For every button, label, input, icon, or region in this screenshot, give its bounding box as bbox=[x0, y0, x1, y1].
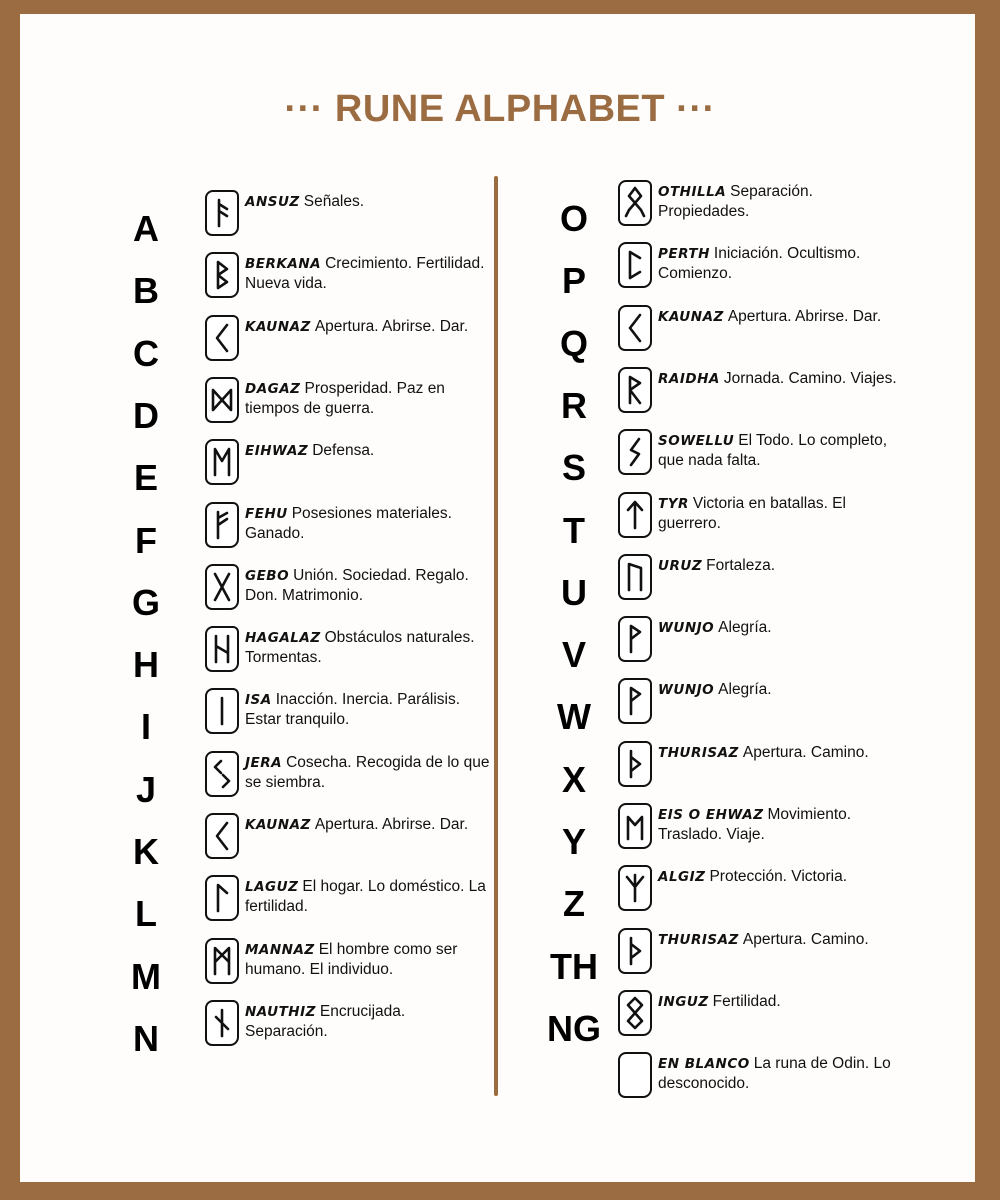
rune-name: ISA bbox=[245, 692, 272, 709]
rune-name: KAUNAZ bbox=[658, 308, 724, 325]
rune-meaning: Inacción. Inercia. Parálisis. Estar tranquilo. bbox=[245, 691, 461, 729]
rune-name: INGUZ bbox=[658, 993, 709, 1010]
rune-entry bbox=[0, 554, 776, 614]
rune-name: EN BLANCO bbox=[658, 1056, 750, 1073]
entry-letter: S bbox=[561, 447, 586, 489]
entry-description bbox=[658, 930, 903, 950]
rune-meaning: Prosperidad. Paz en tiempos de guerra. bbox=[245, 379, 445, 417]
rune-name: ALGIZ bbox=[658, 869, 706, 886]
rune-meaning: Alegría. bbox=[718, 619, 772, 637]
entry-letter: P bbox=[561, 260, 586, 302]
rune-meaning: Separación. Propiedades. bbox=[658, 183, 813, 220]
thurisaz-rune-icon bbox=[618, 741, 652, 787]
raidha-rune-icon bbox=[618, 367, 652, 413]
rune-meaning: Encrucijada. Separación. bbox=[245, 1002, 406, 1040]
entry-letter: D bbox=[133, 394, 159, 436]
rune-name: PERTH bbox=[658, 246, 710, 263]
rune-entry bbox=[0, 928, 869, 988]
entry-letter: I bbox=[140, 706, 151, 748]
entry-description bbox=[658, 743, 903, 763]
rune-name: EIHWAZ bbox=[245, 443, 309, 460]
rune-entry bbox=[0, 367, 897, 427]
sowellu-rune-icon bbox=[618, 429, 652, 475]
inguz-rune-icon bbox=[618, 990, 652, 1036]
rune-name: MANNAZ bbox=[245, 941, 315, 958]
rune-name: WUNJO bbox=[658, 620, 715, 637]
kaunaz-rune-icon bbox=[618, 305, 652, 351]
entry-description bbox=[658, 805, 903, 845]
rune-meaning: Unión. Sociedad. Regalo. Don. Matrimonio. bbox=[245, 566, 469, 604]
rune-name: GEBO bbox=[245, 567, 290, 584]
rune-entry bbox=[0, 616, 772, 676]
entry-description bbox=[658, 494, 903, 534]
rune-name: ANSUZ bbox=[245, 194, 300, 210]
rune-meaning: Alegría. bbox=[718, 681, 772, 699]
rune-meaning: Apertura. Abrirse. Dar. bbox=[727, 307, 882, 325]
rune-meaning: Crecimiento. Fertilidad. Nueva vida. bbox=[245, 255, 485, 293]
entry-description bbox=[658, 182, 903, 222]
entry-letter: U bbox=[561, 571, 587, 613]
rune-entry bbox=[0, 180, 813, 240]
entry-letter: M bbox=[131, 955, 161, 997]
wunjo-rune-icon bbox=[618, 616, 652, 662]
entry-letter: Q bbox=[559, 322, 588, 364]
entry-description bbox=[658, 618, 903, 638]
rune-name: EIS O EHWAZ bbox=[658, 807, 764, 823]
entry-description bbox=[658, 556, 903, 576]
rune-name: FEHU bbox=[245, 505, 288, 522]
rune-entry bbox=[0, 741, 869, 801]
entry-letter: L bbox=[135, 893, 157, 935]
rune-name: THURISAZ bbox=[658, 931, 739, 948]
rune-meaning: El hombre como ser humano. El individuo. bbox=[245, 940, 458, 978]
thurisaz-rune-icon bbox=[618, 928, 652, 974]
entry-letter: N bbox=[133, 1017, 159, 1059]
entry-letter: G bbox=[131, 581, 160, 623]
rune-entry bbox=[0, 305, 882, 365]
rune-name: NAUTHIZ bbox=[245, 1003, 316, 1020]
rune-meaning: Apertura. Abrirse. Dar. bbox=[314, 816, 469, 833]
rune-entry bbox=[0, 678, 772, 738]
entry-description bbox=[658, 244, 903, 284]
entry-letter: E bbox=[133, 457, 158, 499]
entry-letter: B bbox=[133, 270, 159, 312]
entry-letter: Y bbox=[561, 821, 586, 862]
rune-meaning: Movimiento. Traslado. Viaje. bbox=[658, 806, 852, 843]
rune-meaning: Cosecha. Recogida de lo que se siembra. bbox=[245, 753, 490, 791]
rune-name: WUNJO bbox=[658, 682, 715, 699]
entry-letter: A bbox=[133, 208, 159, 249]
rune-meaning: Apertura. Camino. bbox=[742, 930, 869, 948]
rune-meaning: Señales. bbox=[303, 193, 365, 210]
entry-letter: H bbox=[133, 644, 159, 686]
rune-meaning: Obstáculos naturales. Tormentas. bbox=[245, 629, 475, 667]
othilla-rune-icon bbox=[618, 180, 652, 226]
entry-letter: Z bbox=[563, 883, 585, 925]
entry-description bbox=[658, 992, 903, 1012]
entry-description bbox=[658, 680, 903, 700]
rune-entry bbox=[0, 803, 852, 863]
rune-meaning: Jornada. Camino. Viajes. bbox=[723, 369, 897, 387]
rune-meaning: El Todo. Lo completo, que nada falta. bbox=[658, 432, 888, 470]
entry-letter: TH bbox=[550, 945, 598, 987]
rune-entry bbox=[0, 990, 781, 1050]
rune-entry bbox=[0, 429, 888, 489]
entry-letter: F bbox=[135, 519, 157, 561]
rune-name: TYR bbox=[658, 495, 689, 512]
rune-meaning: Defensa. bbox=[312, 442, 375, 460]
entry-letter: K bbox=[133, 831, 159, 872]
rune-name: KAUNAZ bbox=[245, 318, 311, 335]
rune-meaning: Fertilidad. bbox=[712, 992, 781, 1010]
rune-name: DAGAZ bbox=[245, 380, 301, 397]
entry-description bbox=[658, 307, 903, 327]
blank-rune-icon bbox=[618, 1052, 652, 1098]
rune-name: KAUNAZ bbox=[245, 817, 311, 833]
rune-meaning: Apertura. Camino. bbox=[742, 743, 869, 761]
rune-meaning: Posesiones materiales. Ganado. bbox=[245, 504, 452, 542]
rune-name: LAGUZ bbox=[245, 879, 299, 896]
rune-entry bbox=[0, 242, 861, 302]
entry-letter: V bbox=[561, 634, 586, 676]
wunjo-rune-icon bbox=[618, 678, 652, 724]
entry-letter: X bbox=[561, 758, 586, 800]
ehwaz-rune-icon bbox=[618, 803, 652, 849]
rune-meaning: Iniciación. Ocultismo. Comienzo. bbox=[658, 245, 861, 283]
entry-letter: R bbox=[561, 384, 587, 426]
entry-letter: T bbox=[563, 509, 585, 551]
rune-name: HAGALAZ bbox=[245, 630, 321, 647]
entry-letter: J bbox=[135, 768, 157, 810]
entry-description bbox=[658, 1054, 903, 1094]
rune-meaning: Protección. Victoria. bbox=[709, 868, 848, 886]
rune-meaning: Victoria en batallas. El guerrero. bbox=[658, 494, 846, 532]
entry-letter: O bbox=[559, 198, 588, 239]
uruz-rune-icon bbox=[618, 554, 652, 600]
entry-letter: W bbox=[557, 696, 591, 738]
tyr-rune-icon bbox=[618, 492, 652, 538]
rune-name: OTHILLA bbox=[658, 184, 727, 200]
entry-description bbox=[658, 431, 903, 471]
rune-name: BERKANA bbox=[245, 256, 322, 273]
rune-meaning: La runa de Odin. Lo desconocido. bbox=[658, 1055, 891, 1093]
entry-letter: C bbox=[133, 332, 159, 374]
rune-name: THURISAZ bbox=[658, 744, 739, 761]
rune-name: SOWELLU bbox=[658, 433, 735, 450]
entry-description bbox=[658, 867, 903, 887]
entry-description bbox=[658, 369, 903, 389]
rune-entry bbox=[0, 492, 846, 552]
rune-name: JERA bbox=[245, 754, 283, 771]
perth-rune-icon bbox=[618, 242, 652, 288]
page-title: ··· RUNE ALPHABET ··· bbox=[284, 88, 716, 130]
rune-meaning: Apertura. Abrirse. Dar. bbox=[314, 317, 469, 335]
rune-name: RAIDHA bbox=[658, 370, 720, 387]
algiz-rune-icon bbox=[618, 865, 652, 911]
rune-meaning: El hogar. Lo doméstico. La fertilidad. bbox=[245, 878, 486, 916]
rune-entry bbox=[0, 865, 848, 925]
rune-entry bbox=[0, 1052, 891, 1112]
rune-name: URUZ bbox=[658, 557, 703, 574]
rune-meaning: Fortaleza. bbox=[706, 556, 776, 574]
entry-letter: NG bbox=[547, 1007, 601, 1049]
